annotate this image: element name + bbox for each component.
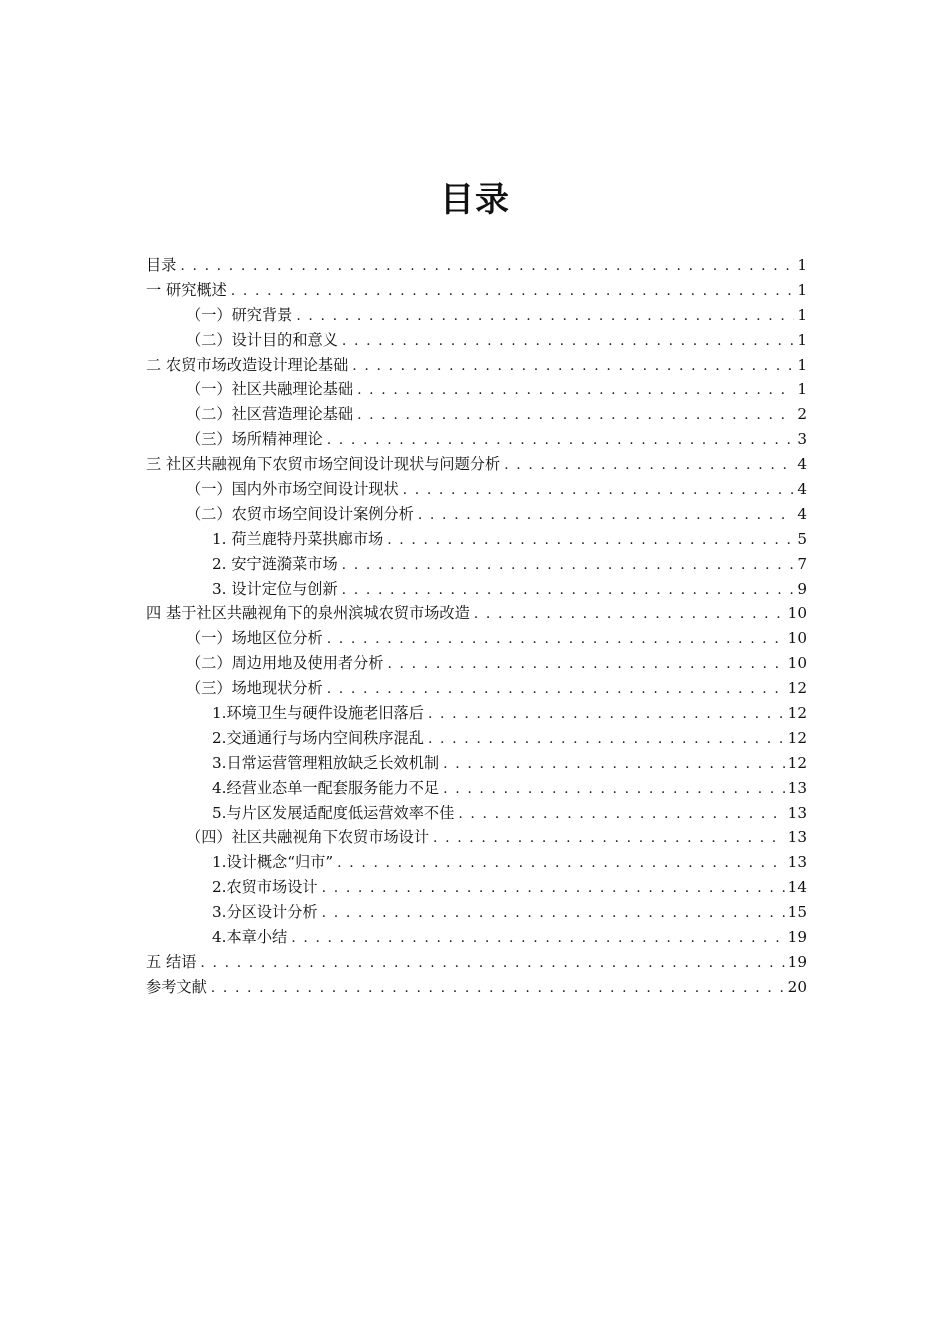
toc-entry-label: （一）场地区位分析 — [186, 629, 323, 648]
toc-entry-label: 1. 荷兰鹿特丹菜拱廊市场 — [212, 529, 384, 548]
dot-leader — [342, 578, 794, 603]
toc-entry-page-number: 13 — [787, 778, 807, 797]
toc-entry[interactable] — [146, 751, 807, 776]
dot-leader — [322, 876, 785, 901]
toc-entry-label: 二 农贸市场改造设计理论基础 — [146, 355, 349, 374]
toc-entry-page-number: 10 — [787, 629, 807, 648]
toc-entry-label: （二）设计目的和意义 — [186, 330, 338, 349]
toc-entry-label: 2. 安宁涟漪菜市场 — [212, 554, 338, 573]
toc-entry-page-number: 10 — [787, 654, 807, 673]
toc-entry-page-number: 7 — [797, 554, 807, 573]
toc-entry-page-number: 19 — [787, 928, 807, 947]
dot-leader — [296, 304, 794, 329]
toc-entry[interactable] — [146, 452, 807, 477]
toc-entry-page-number: 15 — [787, 903, 807, 922]
toc-entry-label: 2.农贸市场设计 — [212, 878, 318, 897]
toc-entry[interactable] — [146, 377, 807, 402]
toc-entry[interactable] — [146, 527, 807, 552]
toc-entry[interactable] — [146, 402, 807, 427]
dot-leader — [443, 777, 785, 802]
dot-leader — [387, 528, 794, 553]
toc-entry[interactable] — [146, 427, 807, 452]
toc-entry[interactable] — [146, 278, 807, 303]
table-of-contents — [146, 253, 807, 1000]
toc-entry-label: （四）社区共融视角下农贸市场设计 — [186, 828, 429, 847]
dot-leader — [291, 926, 784, 951]
dot-leader — [180, 254, 794, 279]
toc-entry-page-number: 10 — [787, 604, 807, 623]
toc-entry[interactable] — [146, 825, 807, 850]
toc-entry-label: 一 研究概述 — [146, 280, 227, 299]
dot-leader — [403, 478, 794, 503]
toc-entry-page-number: 1 — [797, 330, 807, 349]
toc-entry-page-number: 12 — [787, 728, 807, 747]
toc-entry[interactable] — [146, 900, 807, 925]
dot-leader — [327, 677, 785, 702]
toc-entry-label: （二）农贸市场空间设计案例分析 — [186, 504, 414, 523]
toc-entry-page-number: 13 — [787, 828, 807, 847]
toc-entry[interactable] — [146, 950, 807, 975]
toc-entry-page-number: 4 — [797, 455, 807, 474]
toc-entry-label: 5.与片区发展适配度低运营效率不佳 — [212, 803, 455, 822]
toc-entry-page-number: 3 — [797, 430, 807, 449]
toc-entry-label: 1.设计概念“归市” — [212, 853, 334, 872]
toc-entry-label: （一）国内外市场空间设计现状 — [186, 480, 399, 499]
toc-entry[interactable] — [146, 328, 807, 353]
dot-leader — [342, 553, 794, 578]
toc-entry-label: 4.经营业态单一配套服务能力不足 — [212, 778, 440, 797]
dot-leader — [474, 602, 785, 627]
dot-leader — [428, 727, 785, 752]
dot-leader — [443, 752, 785, 777]
toc-entry-label: 3.日常运营管理粗放缺乏长效机制 — [212, 753, 440, 772]
dot-leader — [458, 802, 784, 827]
toc-entry-page-number: 12 — [787, 753, 807, 772]
dot-leader — [387, 652, 784, 677]
dot-leader — [357, 378, 794, 403]
toc-entry-page-number: 4 — [797, 504, 807, 523]
toc-entry-page-number: 4 — [797, 480, 807, 499]
toc-entry-label: 4.本章小结 — [212, 928, 288, 947]
toc-entry[interactable] — [146, 502, 807, 527]
toc-entry-label: 四 基于社区共融视角下的泉州滨城农贸市场改造 — [146, 604, 470, 623]
toc-entry-page-number: 13 — [787, 803, 807, 822]
dot-leader — [418, 503, 794, 528]
toc-entry[interactable] — [146, 726, 807, 751]
toc-entry-page-number: 12 — [787, 679, 807, 698]
toc-entry-label: （一）研究背景 — [186, 305, 293, 324]
toc-entry[interactable] — [146, 801, 807, 826]
toc-entry[interactable] — [146, 626, 807, 651]
toc-entry-page-number: 5 — [797, 529, 807, 548]
dot-leader — [200, 951, 784, 976]
page-title: 目录 — [440, 180, 510, 220]
dot-leader — [211, 976, 785, 1001]
toc-entry[interactable] — [146, 651, 807, 676]
toc-entry-label: 1.环境卫生与硬件设施老旧落后 — [212, 704, 424, 723]
dot-leader — [327, 428, 794, 453]
toc-entry[interactable] — [146, 875, 807, 900]
toc-entry-label: 目录 — [146, 256, 177, 274]
toc-entry-label: 五 结语 — [146, 952, 197, 971]
toc-entry-page-number: 14 — [787, 878, 807, 897]
toc-entry[interactable] — [146, 676, 807, 701]
toc-entry-label: 3.分区设计分析 — [212, 903, 318, 922]
toc-entry[interactable] — [146, 925, 807, 950]
toc-entry-label: 2.交通通行与场内空间秩序混乱 — [212, 728, 424, 747]
toc-entry-page-number: 1 — [797, 355, 807, 374]
toc-entry[interactable] — [146, 253, 807, 278]
toc-entry-page-number: 1 — [797, 256, 807, 274]
dot-leader — [504, 453, 794, 478]
dot-leader — [342, 329, 794, 354]
toc-entry[interactable] — [146, 477, 807, 502]
toc-entry[interactable] — [146, 975, 807, 1000]
toc-entry-page-number: 1 — [797, 305, 807, 324]
toc-entry[interactable] — [146, 552, 807, 577]
dot-leader — [337, 851, 785, 876]
toc-entry-label: （三）场所精神理论 — [186, 430, 323, 449]
toc-entry-label: （二）社区营造理论基础 — [186, 405, 354, 424]
toc-entry-label: （二）周边用地及使用者分析 — [186, 654, 384, 673]
toc-entry-page-number: 1 — [797, 380, 807, 399]
toc-entry-label: 参考文献 — [146, 977, 207, 996]
toc-entry[interactable] — [146, 701, 807, 726]
toc-entry-page-number: 9 — [797, 579, 807, 598]
toc-entry-label: 3. 设计定位与创新 — [212, 579, 338, 598]
toc-entry-page-number: 20 — [787, 977, 807, 996]
dot-leader — [322, 901, 785, 926]
toc-entry[interactable] — [146, 850, 807, 875]
dot-leader — [327, 627, 785, 652]
toc-entry-label: （一）社区共融理论基础 — [186, 380, 354, 399]
toc-entry[interactable] — [146, 776, 807, 801]
toc-entry-label: 三 社区共融视角下农贸市场空间设计现状与问题分析 — [146, 455, 501, 474]
toc-entry[interactable] — [146, 601, 807, 626]
toc-entry-page-number: 12 — [787, 704, 807, 723]
dot-leader — [352, 354, 794, 379]
dot-leader — [231, 279, 794, 304]
toc-entry-page-number: 2 — [797, 405, 807, 424]
toc-entry[interactable] — [146, 577, 807, 602]
toc-entry-page-number: 19 — [787, 952, 807, 971]
toc-entry-page-number: 1 — [797, 280, 807, 299]
toc-entry[interactable] — [146, 303, 807, 328]
dot-leader — [428, 702, 785, 727]
toc-entry[interactable] — [146, 353, 807, 378]
dot-leader — [357, 403, 794, 428]
dot-leader — [433, 826, 785, 851]
toc-entry-label: （三）场地现状分析 — [186, 679, 323, 698]
toc-entry-page-number: 13 — [787, 853, 807, 872]
